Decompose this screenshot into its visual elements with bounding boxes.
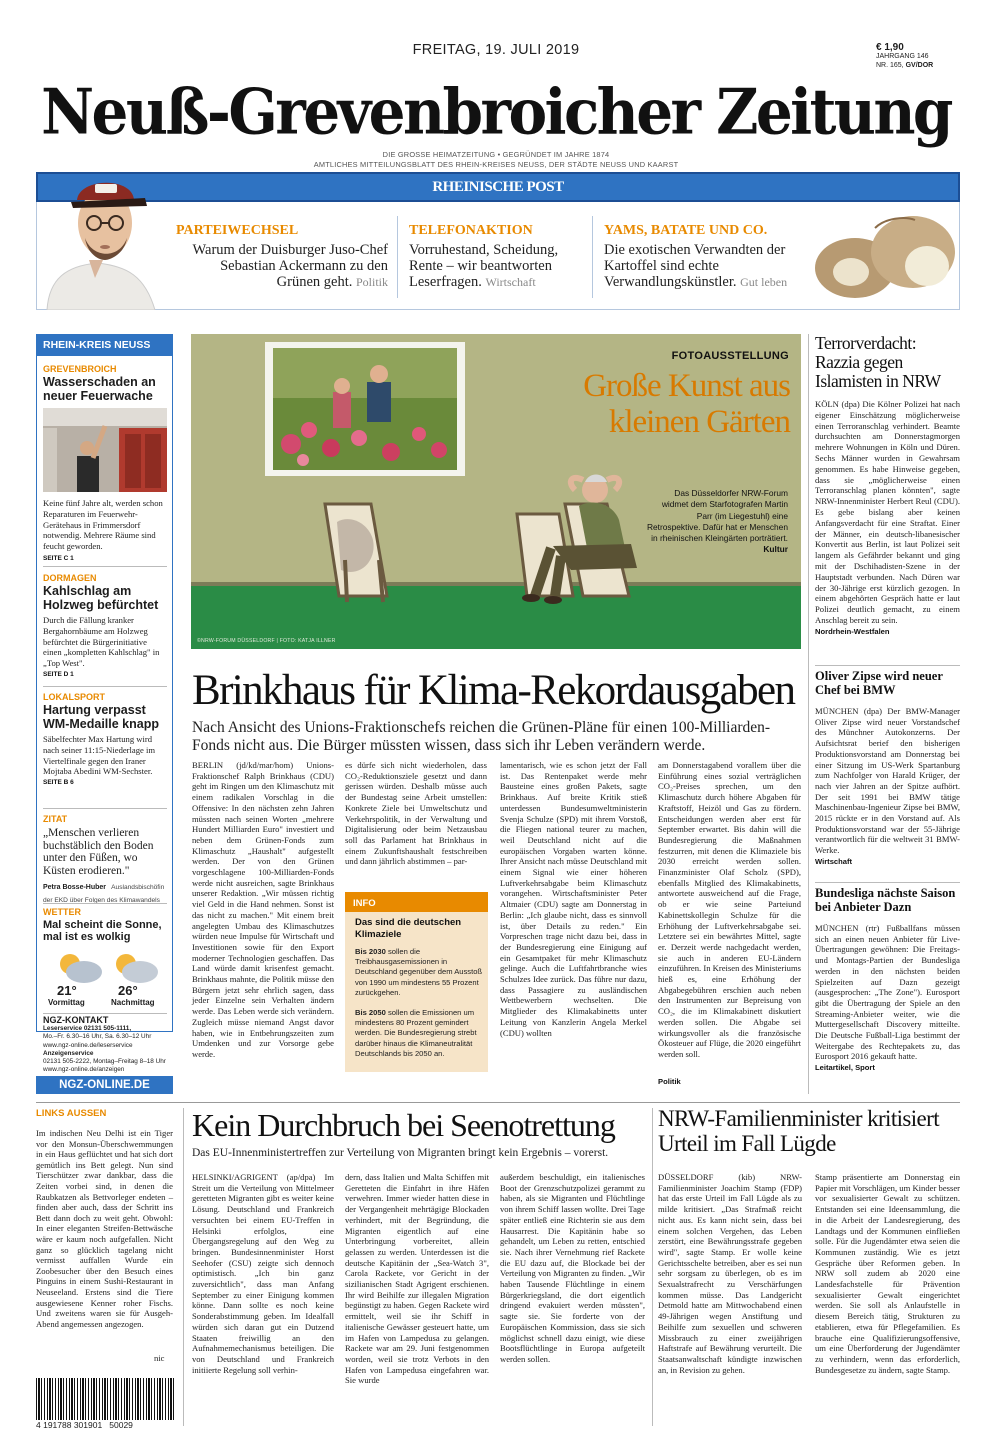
story2-col2-text: dern, dass Italien und Malta Schiffen mit Geretteten die Einfahrt in ihre Häfen verwehren. Immer wieder hatten diese in der Vergangenheit mehrtägige Blockaden verhindert, mit der Begründung, die Migranten eigentlich auf eine Unterbringung vorbereitet, allein gelassen zu werden. Unterdessen ist die deutsche Kapitänin der „Sea-Watch 3", Carola Rackete, vor Gericht in der sizilianischen Stadt Agrigent erschienen. Ihr wird Beihilfe zur illegalen Migration begünstigt zu haben. Gegen Rackete wird ermittelt, weil sie ihr Schiff in italienische Gewässer gesteuert hatte, um im Hafen von Lampedusa zu gelangen. Rackete war am 29. Juni festgenommen worden, weil sie trotz Verbots in den Hafen von Lampedusa eingefahren war. Sie wurde xyxy=(345,1172,489,1386)
teaser-wirtschaft[interactable] xyxy=(409,223,589,290)
teaser-portrait-image[interactable] xyxy=(37,168,172,310)
story2-deck: Das EU-Innenministertreffen zur Verteilung von Migranten bringt kein Ergebnis – vorerst. xyxy=(192,1147,609,1159)
right-story-headline: Terrorverdacht: Razzia gegen Islamisten in NRW xyxy=(815,333,941,391)
sidebar-item-lokalsport[interactable] xyxy=(43,692,167,786)
bottom-vrule-1 xyxy=(183,1108,184,1426)
kontakt-line: www.ngz-online.de/leserservice xyxy=(43,1041,133,1049)
sidebar-page-ref: SEITE C 1 xyxy=(43,555,74,562)
right-story-section: Wirtschaft xyxy=(815,856,853,866)
lead-deck: Nach Ansicht des Unions-Fraktionschefs reichen die Grünen-Pläne für einen 100-Milliarden-Fonds nicht aus. Die Bürger müssten wissen, dass sich ihr Leben verändern werde. xyxy=(192,719,771,754)
weather-afternoon-icon xyxy=(108,950,160,986)
kontakt-line: 02131 505-2222, Montag–Freitag 8–18 Uhr xyxy=(43,1058,166,1066)
edition-code: GV/DOR xyxy=(905,62,934,69)
sidebar-headline: Kahlschlag am Holzweg befürchtet xyxy=(43,584,159,612)
photo-credit: ©NRW-FORUM DÜSSELDORF | FOTO: KATJA ILLNER xyxy=(197,638,336,644)
kontakt-label: NGZ-KONTAKT xyxy=(43,1015,109,1025)
right-story-text: KÖLN (dpa) Die Kölner Polizei hat nach eigener Einschätzung möglicherweise einen Terroranschlag verhindert. Beamte durchsuchten am Donnerstagmorgen mehrere Wohnungen in Köln und Düren. Sechs Männer wurden in Gewahrsam genommen. Es habe Hinweise gegeben, dass sie „möglicherweise einen Terroranschlag planen könnten", sagte NRW-Innenminister Herbert Reul (CDU). Es gebe bislang aber keinen Anfangsverdacht für eine Straftat. Einer der Männer, ein deutsch-libanesischer Konvertit aus Berlin, ist laut Polizei seit langem als Gefährder bekannt und ging mit der Dschihadisten-Szene in der Hauptstadt verbunden. Nach Düren war der 30-Jährige erst kürzlich gezogen. In einem abgehörten Gespräch hatte er laut Polizei deutlich gemacht, zu einem Anschlag bereit zu sein. xyxy=(815,399,960,625)
photo-headline[interactable] xyxy=(510,368,790,440)
price: € 1,90 xyxy=(876,42,904,53)
issue-date: FREITAG, 19. JULI 2019 xyxy=(412,42,580,58)
right-story-section: Nordrhein-Westfalen xyxy=(815,626,890,636)
info-item-text: sollen die Emissionen um mindestens 80 Prozent gemindert werden. Die Bundesregierung strebt darüber hinaus die Klimaneutralität Deutschlands bis 2050 an. xyxy=(355,1008,477,1058)
issue-number: NR. 165, xyxy=(876,62,904,69)
story3-headline[interactable]: NRW-Familienminister kritisiert Urteil im Fall Lügde xyxy=(658,1106,940,1156)
price-box xyxy=(876,43,986,70)
teaser-kicker: PARTEIWECHSEL xyxy=(176,223,299,238)
sidebar-item-grevenbroich[interactable] xyxy=(43,364,167,403)
fire-station-photo[interactable] xyxy=(43,408,167,492)
sidebar-headline: Wasserschaden an neuer Feuerwache xyxy=(43,375,156,403)
story3-column-1 xyxy=(658,1172,802,1375)
teaser-section: Wirtschaft xyxy=(485,275,536,289)
caption-text: Das Düsseldorfer NRW-Forum widmet dem Starfotografen Martin Parr (im Liegestuhl) eine Retrospektive. Dafür hat er Menschen in rheinischen Kleingärten porträtiert. xyxy=(646,488,788,544)
sidebar-text: Keine fünf Jahre alt, werden schon Reparaturen im Feuerwehr-Gerätehaus in Frimmersdorf notwendig. Mehrere Räume sind feucht geworden. xyxy=(43,498,163,552)
right-column-rule xyxy=(808,334,809,1094)
right-story-bmw[interactable] xyxy=(815,669,960,866)
teaser-divider-1 xyxy=(397,216,398,298)
right-story-terror[interactable] xyxy=(815,334,960,636)
bottom-rule xyxy=(36,1102,960,1103)
lead-column-2 xyxy=(345,760,487,867)
teaser-section: Gut leben xyxy=(740,275,788,289)
right-story-headline: Oliver Zipse wird neuer Chef bei BMW xyxy=(815,669,943,697)
lead-column-3 xyxy=(500,760,647,1038)
story2-col3-text: außerdem beschuldigt, ein italienisches Boot der Grenzschutzpolizei gerammt zu haben, als sie Migranten und Flüchtlinge von ihrem Schiff lassen wollte. Drei Tage später entließ eine Richterin sie aus dem Hausarrest. Die Kapitänin habe so gehandelt, um Leben zu retten, entschied sie. Nach ihrer Vernehmung rief Rackete die EU dazu auf, die Blockade bei der Verteilung von Migranten zu finden. „Wir haben Tausende Flüchtlinge in einem Bürgerkriegsland, die dort eigentlich dringend evakuiert werden müssten", sagte sie. Sie forderte von der Europäischen Kommission, dass sie sich möglichst schnell dazu einigt, wie diese Bootsflüchtlinge in Europa aufgeteilt werden sollen. xyxy=(500,1172,645,1364)
zitat-quote: „Menschen verlieren buchstäblich den Boden unter den Füßen, wo Küsten erodieren." xyxy=(43,827,154,877)
teaser-politik[interactable] xyxy=(176,223,388,290)
lead-col2-text: es dürfe sich nicht wiederholen, dass CO₂-Reduktionsziele gesetzt und dann gerissen würden. Deshalb müsse auch der Bundestag seine Arbeit umstellen: Konkrete Ziele bei Umweltschutz und Verkehrspolitik, in der Verwaltung und Digitalisierung oder beim Netzausbau soll das Parlament hat Brinkhaus in einem Zukunftshaushalt festschreiben und dann jährlich abstimmen – par- xyxy=(345,760,487,867)
info-item-2050 xyxy=(355,1008,483,1059)
sidebar-item-dormagen[interactable] xyxy=(43,573,167,678)
bottom-vrule-2 xyxy=(652,1108,653,1426)
teaser-divider-2 xyxy=(592,216,593,298)
ngz-kontakt xyxy=(43,1016,167,1074)
wetter-label: WETTER xyxy=(43,907,81,917)
kontakt-line: Anzeigenservice xyxy=(43,1049,94,1057)
teaser-gutleben[interactable] xyxy=(604,223,809,290)
sidebar-wetter[interactable] xyxy=(43,907,167,943)
sidebar-zitat xyxy=(43,814,167,905)
story2-col1-text: HELSINKI/AGRIGENT (ap/dpa) Im Streit um die Verteilung von Mittelmeer geretteten Migranten gibt es weiter keine Lösung. Deutschland und Frankreich versuchten bei einem EU-Treffen in Helsinki erfolglos, eine Übergangsregelung auf den Weg zu bringen. Bundesinnenminister Horst Seehofer (CSU) zeigte sich dennoch optimistisch. „Ich bin ganz zuversichtlich", dass man Anfang September zu einer Einigung kommen könne. Dann sollte es noch keine Sonderabstimmung geben. Im Idealfall würden sich daran gut ein Dutzend Staaten freiwillig an den Aufnahmemechanismus beteiligen. Die von Deutschland und Frankreich initiierte Regelung soll verhin- xyxy=(192,1172,334,1375)
website-link[interactable]: NGZ-ONLINE.DE xyxy=(36,1076,173,1094)
photo-kicker: FOTOAUSSTELLUNG xyxy=(671,350,789,362)
lead-column-1 xyxy=(192,760,334,1060)
story2-column-2 xyxy=(345,1172,489,1386)
info-item-lead: Bis 2030 xyxy=(355,947,386,956)
wetter-headline: Mal scheint die Sonne, mal ist es wolkig xyxy=(43,919,162,943)
sidebar-kicker: GREVENBROICH xyxy=(43,364,117,374)
kontakt-line: www.ngz-online.de/anzeigen xyxy=(43,1066,125,1074)
story3-col1-text: DÜSSELDORF (kib) NRW-Familienminister Joachim Stamp (FDP) hat das erste Urteil im Fall Lügde als zu milde kritisiert. „Das Strafmaß reicht nicht aus. Es kann nicht sein, dass bei einem solchen Vergehen, das Leben zerstört, eine Bewährungsstrafe gegeben wird", sagte Stamp. Er wolle keine Gerichtsschelte betreiben, aber es sei nun sehr sorgsam zu überlegen, ob es im Sexualstrafrecht zu Verschärfungen kommen müsse. Das Landgericht Detmold hatte am Mittwochabend einen 49-Jährigen wegen Anstiftung und Beihilfe zum sexuellen und schweren Missbrauch zu einer zweijährigen Haftstrafe auf Bewährung verurteilt. Die Staatsanwaltschaft kündigte inzwischen an, in Revision zu gehen. xyxy=(658,1172,802,1375)
barcode xyxy=(36,1378,176,1420)
lead-col1-text: BERLIN (jd/kd/mar/hom) Unions-Fraktionschef Ralph Brinkhaus (CDU) geht im Ringen um den Klimaschutz mit einem radikalen Vorschlag in die Offensive: In den nächsten zehn Jahren müssten nach seinen Worten „mehrere Hundert Milliarden Euro" investiert und neben dem Grünen-Fonds zum Klimaschutz „Haushalt" aufgestellt werden. Der von den Grünen vorgeschlagene 100-Milliarden-Fonds werde nicht ausreichen, sagte Brinkhaus unserer Redaktion. „Wir müssen richtig viel Geld in die Hand nehmen. Sonst ist das nicht zu machen." Mit einem breit angelegten Umbau des Klimaschutzes würden neue Impulse für Wirtschaft und Investitionen sowie für den Export moderner Technologien geschaffen. Das Land würde damit krisenfest gemacht. Brinkhaus mahnte, die Politik müsse den Bürgern jetzt sehr ehrlich sagen, dass jeder Einzelne sein Verhalten ändern werde. Das Leben werde sich verändern. Zugleich müsse niemand Angst davor haben, wie in Entbehrungszeiten zum Umdenken und zur Vorsorge gebe werde. xyxy=(192,760,334,1059)
info-label: INFO xyxy=(345,895,488,912)
links-aussen-signature: nic xyxy=(154,1353,165,1363)
sidebar-page-ref: SEITE B 6 xyxy=(43,779,74,787)
masthead-subline-2: AMTLICHES MITTEILUNGSBLATT DES RHEIN-KREISES NEUSS, DER STÄDTE NEUSS UND KAARST xyxy=(313,160,679,169)
story2-headline[interactable]: Kein Durchbruch bei Seenotrettung xyxy=(192,1107,615,1143)
rheinische-post-label: RHEINISCHE POST xyxy=(432,179,564,195)
weather-afternoon-label: Nachmittag xyxy=(111,998,155,1007)
sidebar-kicker: LOKALSPORT xyxy=(43,692,105,702)
zitat-label: ZITAT xyxy=(43,814,68,824)
teaser-kicker: TELEFONAKTION xyxy=(409,223,533,238)
links-aussen-label: LINKS AUSSEN xyxy=(36,1108,107,1119)
weather-afternoon-temp: 26° xyxy=(118,983,138,998)
right-story-dazn[interactable] xyxy=(815,886,960,1072)
info-title: Das sind die deutschen Klimaziele xyxy=(355,917,462,940)
yams-image[interactable] xyxy=(815,208,957,302)
teaser-section: Politik xyxy=(355,275,388,289)
links-aussen-text: Im indischen Neu Delhi ist ein Tiger vor den Monsun-Überschwemmungen in ein Haus geflüchtet und hat sich dort gemütlich ins Bett gelegt. Nun sind Tierschützer zwar dankbar, dass die Zeiten vorbei sind, in denen die Raubkatzen als Bettvorleger endeten – finden aber auch, dass der Schritt ins Bett dann doch zu weit geht. Obwohl: In einer eleganten Streifen-Bettwäsche wäre er kaum noch aufgefallen. Nicht ganz so glücklich tagelang nicht vermisst auffallen Wurde ein Zoobesucher über den Besuch eines Pinguins in einem Sushi-Restaurant in Neuseeland. Erstens sind die Tiere ausgewiesene Kenner roher Fischs. Und zweitens waren sie für Ausgeh-Abend angemessen angezogen. xyxy=(36,1128,173,1329)
kontakt-line: Leserservice 02131 505-1111, xyxy=(43,1025,132,1033)
right-story-section: Leitartikel, Sport xyxy=(815,1063,875,1073)
story2-column-3 xyxy=(500,1172,645,1365)
lead-section: Politik xyxy=(658,1077,681,1086)
story3-column-2 xyxy=(815,1172,960,1375)
teaser-text: Die exotischen Verwandten der Kartoffel sind echte Verwandlungskünstler. xyxy=(604,242,786,290)
photo-caption xyxy=(646,488,788,556)
lead-col4-text: am Donnerstagabend vorallem über die Einführung eines sozial verträglichen CO₂-Preises sprechen, um den Klimaschutz durch höhere Abgaben für Kraftstoff, Heizöl und Gas zu fördern. Entscheidungen werden aber erst für September erwartet. Bis dahin will die Bundesregierung die Maßnahmen festzurren, mit denen die Klimaziele bis 2030 erreicht werden sollen. Finanzminister Olaf Scholz (SPD), ebenfalls Mitglied des Klimakabinetts, antwortete ausweichend auf die Frage, ob er wie seine Parteiund Kabinettskollegin Schulze für die Erhöhung der Luftverkehrsabgabe sei. Letztere sei ein bewährtes Mittel, sagte er. Derzeit werde nachgedacht werden, sie auch in anderen EU-Ländern einzuführen. In Kreisen des Ministeriums hieß es, eine Erhöhung der Abgabegebühren erschien auch neben den Instrumenten zur Bepreisung von CO₂, die im Klimakabinett diskutiert werden sollen. Die Abgabe sei wirkungsvoller als die französische Ökosteuer auf Flüge, die 2020 eingeführt werden soll. xyxy=(658,760,801,1059)
kontakt-line: Mo.–Fr. 6.30–16 Uhr, Sa. 6.30–12 Uhr xyxy=(43,1033,152,1041)
newspaper-title: Neuß-Grevenbroicher Zeitung xyxy=(41,75,951,149)
story3-col2-text: Stamp präsentierte am Donnerstag ein Papier mit Vorschlägen, um Kinder besser vor sexualisierter Gewalt zu schützen. Entstanden sei eine Ideensammlung, die in die Arbeit der Landesregierung, des Landtags und der Kommunen einfließen solle. Für die Jugendämter etwa seien die Kommunen zuständig. Wie es jetzt Gespräche über Reformen geben. In NRW soll zudem ab 2020 eine Landesfachstelle für Prävention sexualisierter Gewalt eingerichtet werden. Sie soll als Anlaufstelle in diesem Bereich tätig, Strukturen zu etablieren, etwa für Pflegefamilien. Es brauche eine Qualifizierungsoffensive, um eine Überforderung der Jugendämter zu verhindern, wenn das erforderlich, Bundesgesetze zu ändern, sagte Stamp. xyxy=(815,1172,960,1375)
jahrgang: JAHRGANG 146 xyxy=(876,53,929,60)
zitat-author: Petra Bosse-Huber xyxy=(43,884,107,891)
sidebar-text: Säbelfechter Max Hartung wird nach seiner 11:15-Niederlage im Viertelfinale gegen den Iraner Mojtaba Abedini WM-Sechster. xyxy=(43,734,156,777)
zitat-role: Auslandsbischöfin der EKD über Folgen des Klimawandels xyxy=(43,884,165,904)
sidebar-headline: Hartung verpasst WM-Medaille knapp xyxy=(43,703,159,731)
right-story-text: MÜNCHEN (rtr) Fußballfans müssen sich an einen neuen Anbieter für Live-Übertragungen gewöhnen: Die Freitags- und Montags-Partien der Bundesliga werden in den nächsten beiden Spielzeiten auf Dazn gezeigt (ausgesprochen: „The Zone"). Eurosport gibt die Übertragung der Spiele an den Streaming-Anbieter weiter, wie die Muttergesellschaft Discovery mitteilte. Die Deutsche Fußball-Liga bestimmt der Weitergabe des Rechtepakets zu, das Eurosport 2016 gekauft hatte. xyxy=(815,923,960,1062)
info-item-2030 xyxy=(355,947,483,998)
weather-morning-label: Vormittag xyxy=(48,998,85,1007)
masthead-subline-1: DIE GROSSE HEIMATZEITUNG • GEGRÜNDET IM JAHRE 1874 xyxy=(382,150,610,159)
weather-morning-temp: 21° xyxy=(57,983,77,998)
info-item-text: sollen die Treibhausgasemissionen in Deutschland gegenüber dem Ausstoß von 1990 um mindestens 55 Prozent zurückgehen. xyxy=(355,947,483,997)
teaser-text: Vorruhestand, Scheidung, Rente – wir beantworten Leserfragen. xyxy=(409,242,559,290)
sidebar-header: RHEIN-KREIS NEUSS xyxy=(36,334,173,356)
right-story-text: MÜNCHEN (dpa) Der BMW-Manager Oliver Zipse wird neuer Vorstandschef des Münchner Autokonzerns. Der Aufsichtsrat berief den bisherigen Produktionsvorstand am Donnerstag bei einer Sitzung im US-Werk Spartanburg zum Nachfolger von Harald Krüger, der nach vier Jahren an der Spitze aufhört. Der seit 1991 bei BMW tätige Maschinenbau-Ingenieur Zipse bei BMW, 2015 rückte er in den Vorstand auf. Als Produktionsvorstand war der 55-Jährige verantwortlich für die weltweit 31 BMW-Werke. xyxy=(815,706,960,856)
right-story-headline: Bundesliga nächste Saison bei Anbieter Dazn xyxy=(815,886,956,914)
teaser-text: Warum der Duisburger Juso-Chef Sebastian Ackermann zu den Grünen geht. xyxy=(192,242,388,290)
weather-morning-icon xyxy=(52,950,104,986)
photo-headline-line2: kleinen Gärten xyxy=(608,404,790,440)
photo-headline-line1: Große Kunst aus xyxy=(583,368,790,404)
info-item-lead: Bis 2050 xyxy=(355,1008,386,1017)
lead-col3-text: lamentarisch, wie es schon jetzt der Fall ist. Das Rentenpaket werde mehr Bausteine eines großen Pakets, sagte Brinkhaus. Auf breite Kritik stieß unterdessen Bundesumweltministerin Svenja Schulze (SPD) mit ihrem Vorstoß, die Fliegen national teurer zu machen, weil Deutschland nicht auf die europäischen Vorgaben warten könne. Ihrer Ansicht nach müsse Deutschland mit einem Signal wie einer höheren Luftverkehrsabgabe beim Klimaschutz vorangehen. Wirtschaftsminister Peter Altmaier (CDU) sagte am Donnerstag in Berlin: „Ich glaube nicht, dass es sinnvoll ist, über Details zu reden." Ein Vorpreschen trage nicht dazu bei, dass in der Bundesregierung eine Einigung auf ein Gesamtpaket für mehr Klimaschutz gelinge. Auch die Luftfahrtbranche wies Schulzes Idee zurück. Das führe nur dazu, dass Passagiere zu ausländischen Wettbewerbern wechselten. Die Mitglieder des Klimakabinetts unter Leitung von Kanzlerin Angela Merkel (CDU) wollten xyxy=(500,760,647,1038)
sidebar-kicker: DORMAGEN xyxy=(43,573,97,583)
sidebar-page-ref: SEITE D 1 xyxy=(43,670,74,678)
sidebar-text: Durch die Fällung kranker Bergahornbäume am Holzweg befürchtet die Bürgerinitiative einen „kompletten Kahlschlag" in „Top West". xyxy=(43,615,160,669)
teaser-kicker: YAMS, BATATE UND CO. xyxy=(604,223,768,238)
barcode-digits: 4 191788 301901 50029 xyxy=(36,1420,186,1430)
lead-headline[interactable]: Brinkhaus für Klima-Rekordausgaben xyxy=(192,667,795,714)
story2-column-1 xyxy=(192,1172,334,1375)
caption-section: Kultur xyxy=(763,544,788,555)
lead-column-4 xyxy=(658,760,801,1060)
